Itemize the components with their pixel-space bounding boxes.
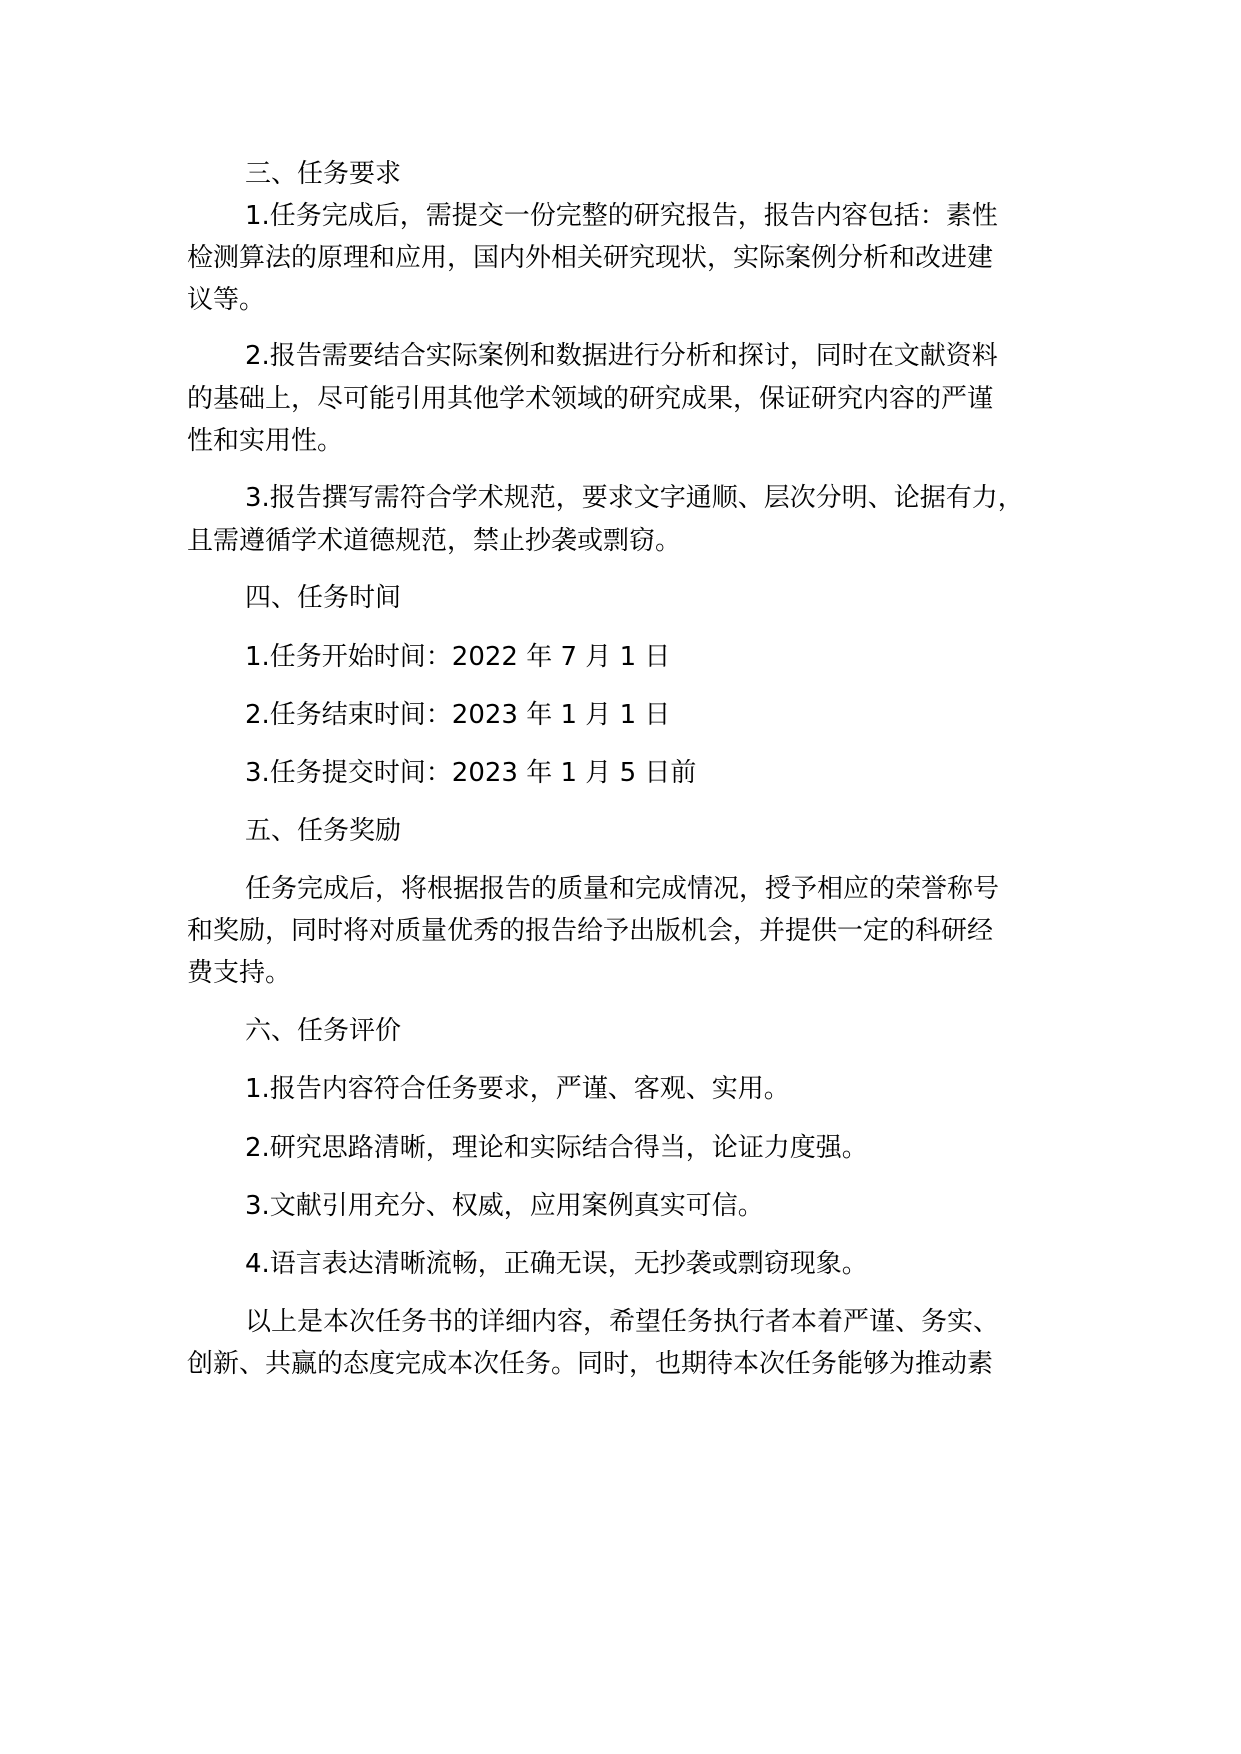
section-heading-time: 四、任务时间 — [245, 583, 402, 613]
paragraph-line: 任务完成后，将根据报告的质量和完成情况，授予相应的荣誉称号 — [245, 874, 1000, 904]
paragraph-line: 的基础上，尽可能引用其他学术领域的研究成果，保证研究内容的严谨 — [187, 384, 994, 414]
paragraph-line: 1.任务完成后，需提交一份完整的研究报告，报告内容包括：素性 — [245, 201, 998, 231]
list-item: 4.语言表达清晰流畅，正确无误，无抄袭或剽窃现象。 — [245, 1249, 868, 1279]
section-heading-requirements: 三、任务要求 — [245, 159, 402, 189]
list-item: 2.任务结束时间：2023 年 1 月 1 日 — [245, 700, 671, 730]
list-item: 3.文献引用充分、权威，应用案例真实可信。 — [245, 1191, 764, 1221]
paragraph-line: 和奖励，同时将对质量优秀的报告给予出版机会，并提供一定的科研经 — [187, 916, 994, 946]
list-item: 3.任务提交时间：2023 年 1 月 5 日前 — [245, 758, 697, 788]
list-item: 1.任务开始时间：2022 年 7 月 1 日 — [245, 642, 671, 672]
paragraph-line: 检测算法的原理和应用，国内外相关研究现状，实际案例分析和改进建 — [187, 243, 994, 273]
paragraph-line: 以上是本次任务书的详细内容，希望任务执行者本着严谨、务实、 — [245, 1307, 1000, 1337]
paragraph-line: 3.报告撰写需符合学术规范，要求文字通顺、层次分明、论据有力， — [245, 483, 1024, 513]
paragraph-line: 创新、共赢的态度完成本次任务。同时，也期待本次任务能够为推动素 — [187, 1349, 994, 1379]
section-heading-evaluation: 六、任务评价 — [245, 1016, 402, 1046]
paragraph-line: 议等。 — [187, 285, 266, 315]
paragraph-line: 费支持。 — [187, 958, 292, 988]
list-item: 1.报告内容符合任务要求，严谨、客观、实用。 — [245, 1074, 790, 1104]
list-item: 2.研究思路清晰，理论和实际结合得当，论证力度强。 — [245, 1133, 868, 1163]
paragraph-line: 且需遵循学术道德规范，禁止抄袭或剽窃。 — [187, 526, 682, 556]
paragraph-line: 性和实用性。 — [187, 426, 344, 456]
section-heading-reward: 五、任务奖励 — [245, 816, 402, 846]
paragraph-line: 2.报告需要结合实际案例和数据进行分析和探讨，同时在文献资料 — [245, 341, 998, 371]
